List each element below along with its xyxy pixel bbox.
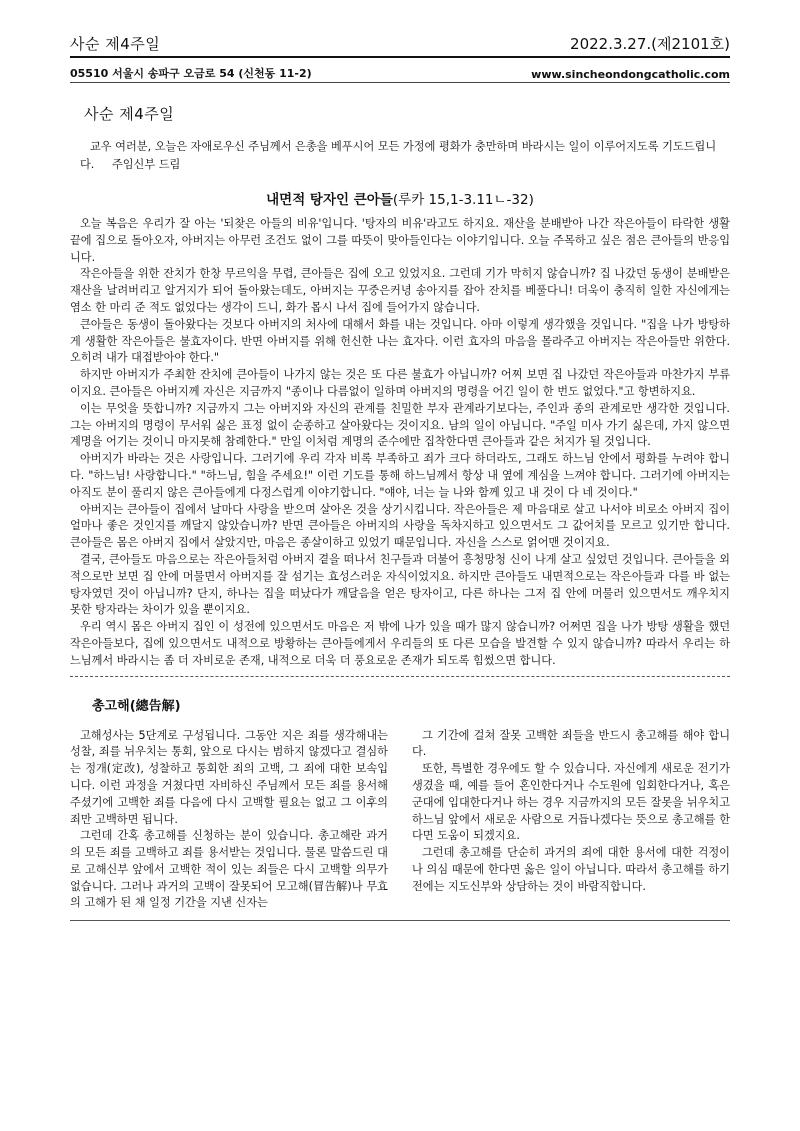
- sermon-title: [70, 188, 730, 208]
- header-top: [70, 30, 730, 54]
- section-paragraph: 고해성사는 5단계로 구성됩니다. 그동안 지은 죄를 생각해내는 성찰, 죄를 뉘우치는 통회, 앞으로 다시는 범하지 않겠다고 결심하는 정개(定改), 성찰하고 통회한 죄의 고백, 그 죄에 대한 보속입니다. 이런 과정을 거쳤다면 자비하신 주님께서 모든 죄를 용서해주셨기에 고백한 죄를 다음에 다시 고백할 필요는 없고 그 이후의 죄만 고백하면 됩니다.: [70, 728, 388, 826]
- header-divider: [70, 56, 730, 58]
- sermon-title-main: 내면적 탕자인 큰아들: [266, 192, 393, 208]
- sermon-paragraph: 아버지는 큰아들이 집에서 날마다 사랑을 받으며 살아온 것을 상기시킵니다. 작은아들은 제 마음대로 살고 나서야 비로소 아버지 집이 얼마나 좋은 것인지를 깨달지 않았습니까? 반면 큰아들은 아버지의 사랑을 독차지하고 있으면서도 그 값어치를 모르고 있기만 합니다. 큰아들은 몸은 아버지 집에서 살았지만, 마음은 종살이하고 있었기 때문입니다. 자신을 스스로 얽어맨 것이지요.: [70, 502, 730, 550]
- section-divider: [70, 676, 730, 677]
- section-paragraph: 그런데 간혹 총고해를 신청하는 분이 있습니다. 총고해란 과거의 모든 죄를 고백하고 죄를 용서받는 것입니다. 물론 말씀드린 대로 고해신부 앞에서 고백한 적이 있는 죄들은 다시 고백할 의무가 없습니다. 그러나 과거의 고백이 잘못되어 모고해(冒告解)나 무효의 고해가 된 채 일정 기간을 지낸 신자는: [70, 829, 388, 910]
- section-column-right: [412, 728, 730, 913]
- header-bottom-divider: [70, 82, 730, 83]
- intro-paragraph: [80, 138, 730, 174]
- section-column-left: [70, 728, 388, 913]
- page-title: 사순 제4주일: [84, 105, 175, 123]
- section-paragraph: 또한, 특별한 경우에도 할 수 있습니다. 자신에게 새로운 전기가 생겼을 때, 예를 들어 혼인한다거나 수도원에 입회한다거나, 혹은 군대에 입대한다거나 하는 경우 지금까지의 모든 잘못을 뉘우치고 하느님 앞에서 새로운 사람으로 거듭나겠다는 뜻으로 총고해를 한다면 도움이 되겠지요.: [412, 762, 730, 843]
- header-liturgical-day: 사순 제4주일: [70, 35, 161, 53]
- sermon-paragraph: 이는 무엇을 뜻합니까? 지금까지 그는 아버지와 자신의 관계를 친밀한 부자 관계라기보다는, 주인과 종의 관계로만 생각한 것입니다. 그는 아버지의 명령이 무서워 싫은 표정 없이 순종하고 살아왔다는 것이지요. 남의 일이 아닙니다. "주일 미사 가기 싫은데, 가지 않으면 계명을 어기는 것이니 마지못해 참례한다." 만일 이처럼 계명의 준수에만 집착한다면 큰아들과 같은 처지가 될 것입니다.: [70, 401, 730, 449]
- header-issue-date: 2022.3.27.(제2101호): [570, 35, 730, 53]
- sermon-paragraph: 우리 역시 몸은 아버지 집인 이 성전에 있으면서도 마음은 저 밖에 나가 있을 때가 많지 않습니까? 어쩌면 집을 나가 방탕 생활을 했던 작은아들보다, 집에 있으면서도 내적으로 방황하는 큰아들에게서 우리들의 또 다른 모습을 발견할 수 있지 않습니까? 따라서 우리는 하느님께서 바라시는 좀 더 자비로운 존재, 내적으로 더욱 더 풍요로운 존재가 되도록 힘썼으면 합니다.: [70, 620, 730, 667]
- section-title-main: 총고해: [92, 698, 130, 714]
- intro-text: 교우 여러분, 오늘은 자애로우신 주님께서 은총을 베푸시어 모든 가정에 평화가 충만하며 바라시는 일이 이루어지도록 기도드립니다.: [80, 140, 717, 171]
- sermon-body: [70, 216, 730, 670]
- sermon-paragraph: 아버지가 바라는 것은 사랑입니다. 그러기에 우리 각자 비록 부족하고 죄가 크다 하더라도, 그래도 하느님 안에서 평화를 누려야 합니다. "하느님! 사랑합니다." "하느님, 힘을 주세요!" 이런 기도를 통해 하느님께서 항상 내 옆에 계심을 느껴야 합니다. 그러기에 아버지는 아직도 분이 풀리지 않은 큰아들에게 다정스럽게 이야기합니다. "얘야, 너는 늘 나와 함께 있고 내 것이 다 네 것이다.": [70, 452, 730, 499]
- intro-signature: 주임신부 드림: [111, 158, 181, 171]
- sermon-paragraph: 작은아들을 위한 잔치가 한창 무르익을 무렵, 큰아들은 집에 오고 있었지요. 그런데 기가 막히지 않습니까? 집 나갔던 동생이 분배받은 재산을 날려버리고 알거지가 되어 돌아왔는데도, 아버지는 꾸중은커녕 송아지를 잡아 잔치를 베풀다니! 더욱이 충직히 일한 자신에게는 염소 한 마리 준 적도 없었다는 생각이 드니, 화가 몹시 나서 집에 들어가지 않습니다.: [70, 267, 730, 314]
- section-columns: [70, 728, 730, 913]
- bottom-divider: [70, 920, 730, 921]
- header-website-link[interactable]: www.sincheondongcatholic.com: [531, 68, 730, 81]
- section-title: [92, 695, 730, 714]
- header-address: 05510 서울시 송파구 오금로 54 (신천동 11-2): [70, 67, 312, 80]
- sermon-paragraph: 결국, 큰아들도 마음으로는 작은아들처럼 아버지 곁을 떠나서 친구들과 더불어 흥청망청 신이 나게 살고 싶었던 것입니다. 큰아들을 외적으로만 보면 집 안에 머물면서 아버지를 잘 섬기는 효성스러운 자식이었지요. 하지만 큰아들도 내면적으로는 작은아들과 다를 바 없는 탕자였던 것이 아닙니까? 단지, 하나는 집을 떠났다가 깨달음을 얻은 탕자이고, 다른 하나는 그저 집 안에 머물러 있으면서도 깨우치지 못한 탕자라는 차이가 있을 뿐이지요.: [70, 552, 730, 617]
- sermon-paragraph: 오늘 복음은 우리가 잘 아는 '되찾은 아들의 비유'입니다. '탕자의 비유'라고도 하지요. 재산을 분배받아 나간 작은아들이 타락한 생활 끝에 집으로 돌아오자, 아버지는 아무런 조건도 없이 그를 따뜻이 맞아들인다는 이야기입니다. 오늘 주목하고 싶은 점은 큰아들의 반응입니다.: [70, 217, 730, 264]
- section-paragraph: 그런데 총고해를 단순히 과거의 죄에 대한 용서에 대한 걱정이나 의심 때문에 한다면 옳은 일이 아닙니다. 따라서 총고해를 하기 전에는 지도신부와 상담하는 것이 바람직합니다.: [412, 846, 730, 893]
- header-bottom: [70, 61, 730, 81]
- sermon-title-reference: (루카 15,1-3.11ㄴ-32): [392, 192, 534, 208]
- section-title-hanja: (總告解): [129, 698, 181, 714]
- sermon-paragraph: 큰아들은 동생이 돌아왔다는 것보다 아버지의 처사에 대해서 화를 내는 것입니다. 아마 이렇게 생각했을 것입니다. "집을 나가 방탕하게 생활한 작은아들은 불효자이다. 반면 아버지를 위해 헌신한 나는 효자다. 이런 효자의 마음을 몰라주고 아버지는 작은아들만 위한다. 오히려 내가 대접받아야 한다.": [70, 317, 730, 365]
- sermon-paragraph: 하지만 아버지가 주최한 잔치에 큰아들이 나가지 않는 것은 또 다른 불효가 아닙니까? 어찌 보면 집 나갔던 작은아들과 마찬가지 부류이지요. 큰아들은 아버지께 자신은 지금까지 "종이나 다름없이 일하며 아버지의 명령을 어긴 일이 한 번도 없었다."고 항변하지요.: [70, 368, 730, 398]
- bulletin-page: [70, 30, 730, 921]
- section-paragraph: 그 기간에 걸쳐 잘못 고백한 죄들을 반드시 총고해를 해야 합니다.: [412, 728, 730, 759]
